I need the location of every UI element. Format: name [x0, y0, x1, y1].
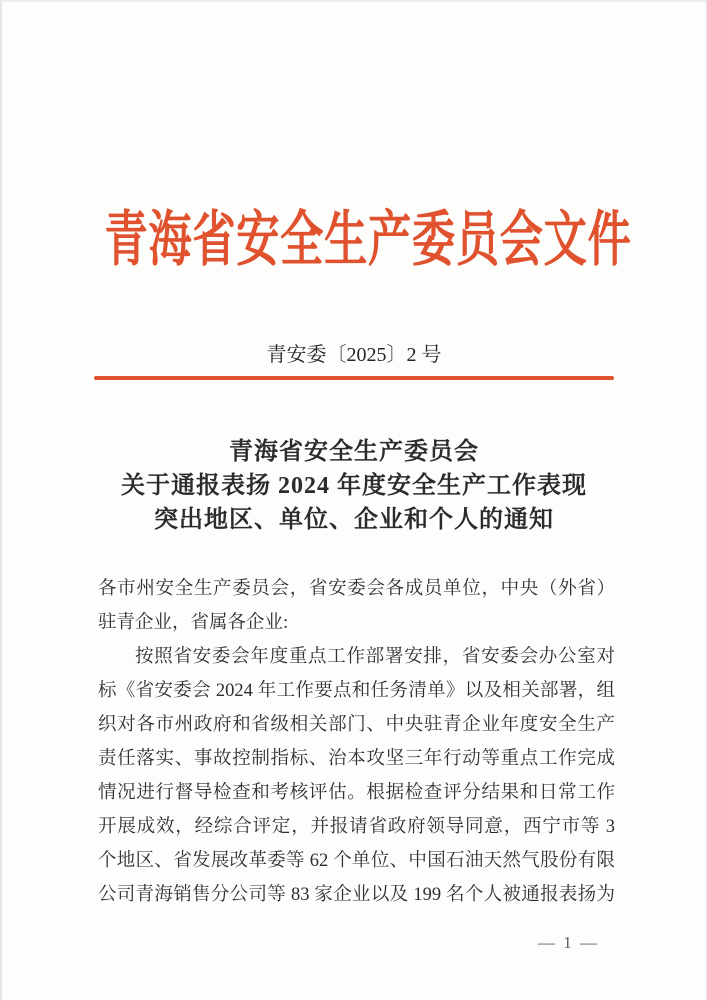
- body-text-line: 开展成效，经综合评定，并报请省政府领导同意，西宁市等 3: [98, 817, 615, 837]
- notice-title: [2, 435, 706, 537]
- body-text-line: 情况进行督导检查和考核评估。根据检查评分结果和日常工作: [98, 783, 615, 803]
- red-divider-line: [94, 376, 614, 380]
- body-text-line: 公司青海销售分公司等 83 家企业以及 199 名个人被通报表扬为: [98, 885, 615, 905]
- body-text-line: 按照省安委会年度重点工作部署安排，省安委会办公室对: [135, 647, 615, 667]
- body-text-line: 驻青企业，省属各企业:: [98, 613, 289, 633]
- body-text-line: 责任落实、事故控制指标、治本攻坚三年行动等重点工作完成: [98, 749, 615, 769]
- document-number: 青安委〔2025〕2 号: [266, 344, 442, 366]
- document-header-title: [2, 206, 706, 274]
- body-text-line: 织对各市州政府和省级相关部门、中央驻青企业年度安全生产: [98, 715, 615, 735]
- body-text-line: 标《省安委会 2024 年工作要点和任务清单》以及相关部署，组: [98, 681, 615, 701]
- notice-title-line: 青海省安全生产委员会: [229, 439, 479, 465]
- body-text-line: 个地区、省发展改革委等 62 个单位、中国石油天然气股份有限: [98, 851, 615, 871]
- body-text-line: 各市州安全生产委员会，省安委会各成员单位，中央（外省）: [98, 579, 615, 599]
- notice-title-line: 关于通报表扬 2024 年度安全生产工作表现: [121, 473, 587, 499]
- notice-title-line: 突出地区、单位、企业和个人的通知: [154, 507, 554, 533]
- document-header-title-text: 青海省安全生产委员会文件: [104, 207, 632, 273]
- document-body: [98, 572, 615, 912]
- page-number: — 1 —: [538, 933, 599, 952]
